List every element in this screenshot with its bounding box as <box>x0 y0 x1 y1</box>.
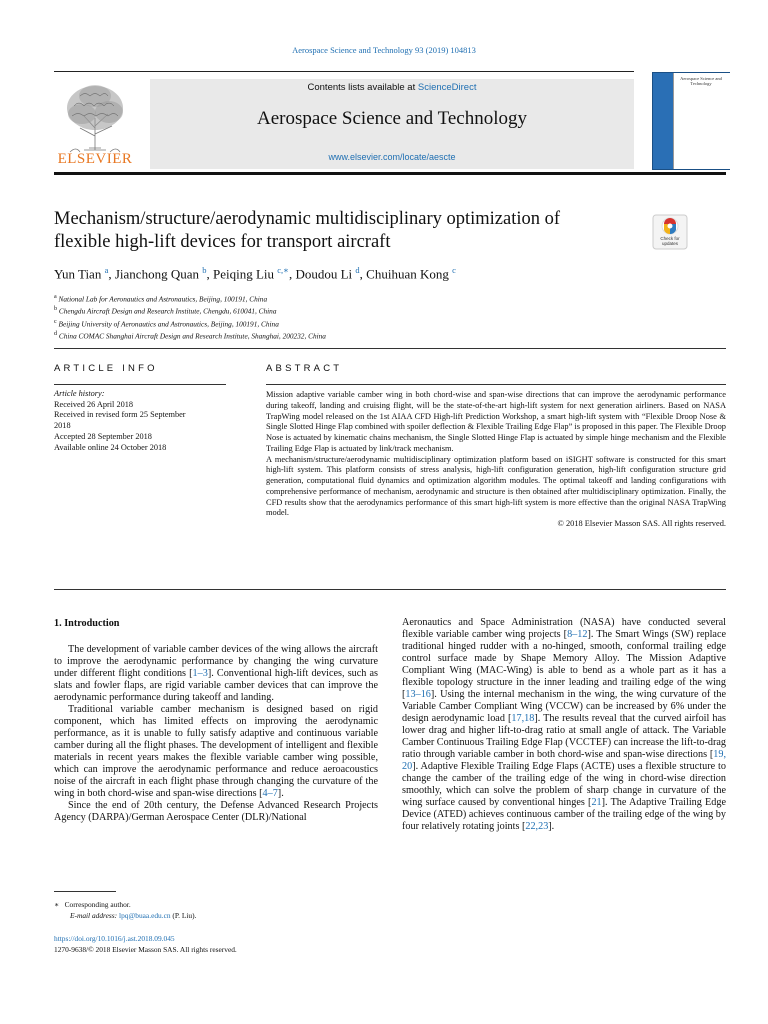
footnote-rule <box>54 891 116 892</box>
footnote-corresponding: ∗ Corresponding author. <box>54 900 131 909</box>
article-title-line1: Mechanism/structure/aerodynamic multidisciplinary optimization of <box>54 209 561 229</box>
journal-reference-link[interactable]: Aerospace Science and Technology 93 (2019) 104813 <box>292 45 476 55</box>
doi-block <box>54 933 237 955</box>
author-affil-sup[interactable]: a <box>104 265 109 275</box>
author-name[interactable]: Yun Tian <box>54 266 102 282</box>
journal-cover-thumbnail[interactable] <box>652 72 730 170</box>
elsevier-wordmark: ELSEVIER <box>57 151 133 167</box>
abstract-paragraph: A mechanism/structure/aerodynamic multidisciplinary optimization platform based on iSIGHT software is constructed for this smart high-lift system. This platform consists of stress analysis, high-lift configuration generation, high-lift configuration structure grid generation, computational fluid dynamics and optimization algorithm modules. The optimal takeoff and landing configurations with comprehensive performance of mechanism, aerodynamic and structure is then obtained after multidisciplinary optimization. Finally, the CFD results show that the aerodynamics performance of this smart high-lift system is more effective than the original NASA TrapWing model. <box>266 454 726 518</box>
header-thick-rule <box>54 172 726 175</box>
author-affil-sup[interactable]: b <box>202 265 207 275</box>
section-divider <box>54 589 726 590</box>
doi-link[interactable]: https://doi.org/10.1016/j.ast.2018.09.045 <box>54 934 175 943</box>
history-received: Received 26 April 2018 <box>54 399 134 409</box>
body-left-column <box>54 630 378 824</box>
contents-prefix: Contents lists available at <box>307 82 418 93</box>
history-label: Article history: <box>54 389 105 398</box>
citation-link[interactable]: 22,23 <box>525 821 549 832</box>
author-name[interactable]: Peiqing Liu <box>212 266 275 282</box>
citation-link[interactable]: 8–12 <box>567 629 588 640</box>
citation-link[interactable]: 13–16 <box>405 689 431 700</box>
cover-panel <box>673 73 730 169</box>
section-divider <box>54 348 726 349</box>
affiliation-item: $^d$ China COMAC Shanghai Aircraft Design and Research Institute, Shanghai, 200232, China <box>54 331 326 341</box>
abstract-body <box>266 390 726 530</box>
journal-title: Aerospace Science and Technology <box>256 108 528 129</box>
affiliation-item: $^b$ Chengdu Aircraft Design and Research Institute, Chengdu, 610041, China <box>54 306 277 316</box>
body-paragraph: Since the end of 20th century, the Defense Advanced Research Projects Agency (DARPA)/German Aerospace Center (DLR)/National <box>54 800 378 823</box>
email-link[interactable]: lpq@buaa.edu.cn <box>119 911 171 920</box>
author-affil-sup[interactable]: c <box>452 265 456 275</box>
issn-copyright: 1270-9638/© 2018 Elsevier Masson SAS. All rights reserved. <box>54 945 237 954</box>
affiliation-item: $^c$ Beijing University of Aeronautics and Astronautics, Beijing, 100191, China <box>54 318 279 329</box>
cover-title: Aerospace Science and Technology <box>680 76 722 86</box>
sciencedirect-link[interactable]: ScienceDirect <box>417 82 477 93</box>
author-name[interactable]: Chuihuan Kong <box>366 266 449 282</box>
footnote <box>54 899 354 921</box>
article-history <box>54 389 226 453</box>
affiliation-item: $^a$ National Lab for Aeronautics and Astronautics, Beijing, 100191, China <box>54 294 268 304</box>
citation-link[interactable]: 19, 20 <box>402 749 726 772</box>
affiliations <box>54 292 614 342</box>
history-revised: Received in revised form 25 September <box>54 410 186 420</box>
journal-url-link[interactable]: www.elsevier.com/locate/aescte <box>328 152 456 162</box>
header-top-rule <box>54 71 634 72</box>
author-affil-sup[interactable]: c,∗ <box>277 265 289 275</box>
citation-link[interactable]: 4–7 <box>262 788 278 799</box>
author-name[interactable]: Doudou Li <box>295 266 353 282</box>
abstract-copyright: © 2018 Elsevier Masson SAS. All rights reserved. <box>557 519 726 528</box>
history-online: Available online 24 October 2018 <box>54 442 167 452</box>
citation-link[interactable]: 17,18 <box>511 713 535 724</box>
body-right-column <box>402 617 726 833</box>
check-for-updates-button[interactable] <box>652 214 688 250</box>
section-heading-introduction: 1. Introduction <box>54 618 120 629</box>
abstract-paragraph: Mission adaptive variable camber wing in both chord-wise and span-wise directions that can improve the aerodynamic performance during takeoff, landing and cruising flight, will be the state-of-the-art high-lift system for next generation airliners. Based on NASA TrapWing model released on the 1st AIAA CFD High-lift Prediction Workshop, a smart high-lift system with “Flexible Droop Nose & Single Slotted Hinge Flap combined with spoiler deflection & Flexible Trailing Edge Flap” is proposed in this paper. The Flexible Droop Nose is actuated by kinematic chains mechanism, the Single Slotted Hinge Flap is actuated by simple hinge mechanism and the Flexible Trailing Edge Flap is actuated by link/track mechanism. <box>266 390 726 453</box>
history-accepted: Accepted 28 September 2018 <box>54 431 152 441</box>
body-paragraph: The development of variable camber devices of the wing allows the aircraft to improve the aerodynamic performance by changing the wing curvature under different flight conditions [1–3]. Conventional high-lift devices, such as slats and fowler flaps, are rigid variable camber devices that can improve the aerodynamic performance during takeoff and landing. <box>54 644 378 703</box>
abstract-rule <box>266 384 726 385</box>
footnote-email: E-mail address: lpq@buaa.edu.cn (P. Liu). <box>70 911 197 920</box>
citation-link[interactable]: 21 <box>591 797 602 808</box>
citation-link[interactable]: 1–3 <box>192 668 208 679</box>
body-paragraph: Traditional variable camber mechanism is designed based on rigid component, which has limited effects on improving the aerodynamic performance, as it is unable to fully satisfy adaptive and continuous variable camber during all the flight phases. The development of intelligent and flexible materials in recent years makes the flexible variable camber wing possible, which can improve the aerodynamic performance and reduce aeroacoustics noise of the aircraft in each flight phase through changing the curvature of the wing in both chord-wise and span-wise directions [4–7]. <box>54 704 378 799</box>
article-info-rule <box>54 384 226 385</box>
author-list: Yun Tian $^a$, Jianchong Quan $^b$, Peiqing Liu $^{c,∗}$, Doudou Li $^d$, Chuihuan Kong $^c$ <box>54 265 456 282</box>
body-paragraph: Aeronautics and Space Administration (NASA) have conducted several flexible variable camber wing projects [8–12]. The Smart Wings (SW) replace traditional hinged rudder with a no-hinged, smooth, conformal trailing edge control surface made by Shape Memory Alloy. The Mission Adaptive Compliant Wing (MAC-Wing) is able to bend as a whole part as it has a flexible topology structure in the inner leading and trailing edge of the wing [13–16]. Using the internal mechanism in the wing, the wing curvature of the Variable Camber Compliant Wing (VCCW) can be increased by 6% under the design aerodynamic load [17,18]. The results reveal that the curved airfoil has lower drag and higher lift-to-drag ratio at small angle of attack. The Variable Camber Continuous Trailing Edge Flap (VCCTEF) can increase the lift-to-drag ratio through variable camber in both chord-wise and span-wise directions [19, 20]. Adaptive Flexible Trailing Edge Flaps (ACTE) uses a flexible structure to change the camber of the trailing edge of the wing in chord-wise direction smoothly, which can solve the problem of sharp change in curvature of the wing surface caused by conventional hinges [21]. The Adaptive Trailing Edge Device (ATED) achieves continuous camber of the trailing edge of the wing by four relatively rotating joints [22,23]. <box>402 617 727 832</box>
history-revised-year: 2018 <box>54 421 71 431</box>
contents-line <box>150 82 634 93</box>
author-name[interactable]: Jianchong Quan <box>114 266 199 282</box>
article-title-line2: flexible high-lift devices for transport aircraft <box>54 232 391 252</box>
article-info-heading: ARTICLE INFO <box>54 363 158 374</box>
article-title <box>54 208 634 254</box>
abstract-heading: ABSTRACT <box>266 363 343 374</box>
crossmark-label: Check for updates <box>660 236 680 246</box>
author-affil-sup[interactable]: d <box>355 265 360 275</box>
